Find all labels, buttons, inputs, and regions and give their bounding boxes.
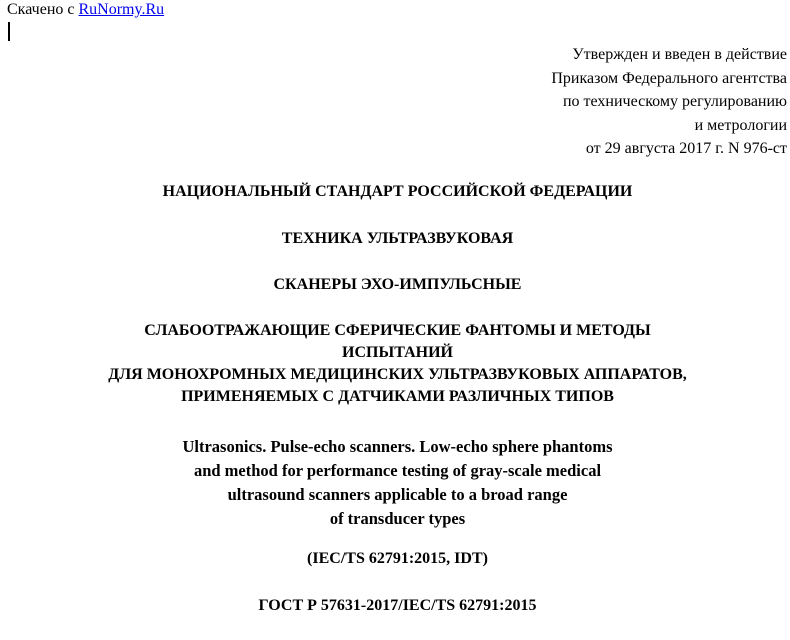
iec-reference: (IEC/TS 62791:2015, IDT) [307, 550, 488, 567]
source-link[interactable]: RuNormy.Ru [78, 1, 165, 18]
approval-line: Утвержден и введен в действие [572, 46, 787, 63]
approval-line: и метрологии [694, 116, 787, 134]
approval-line: по техническому регулированию [562, 93, 787, 110]
scanners-heading: СКАНЕРЫ ЭХО-ИМПУЛЬСНЫЕ [273, 276, 522, 293]
approval-line: от 29 августа 2017 г. N 976-ст [585, 140, 787, 157]
approval-block [387, 43, 787, 161]
source-prefix: Скачено с [7, 1, 79, 18]
full-title [0, 320, 790, 408]
full-title-line: ДЛЯ МОНОХРОМНЫХ МЕДИЦИНСКИХ УЛЬТРАЗВУКОВЫХ АППАРАТОВ, [108, 366, 687, 383]
gost-designation: ГОСТ Р 57631-2017/IEC/TS 62791:2015 [258, 597, 537, 614]
english-title-line: Ultrasonics. Pulse-echo scanners. Low-echo sphere phantoms [182, 437, 613, 456]
source-line [7, 0, 164, 19]
equipment-heading: ТЕХНИКА УЛЬТРАЗВУКОВАЯ [281, 230, 514, 247]
approval-line: Приказом Федерального агентства [551, 69, 787, 87]
english-title-line: and method for performance testing of gray-scale medical [193, 461, 602, 480]
full-title-line: ИСПЫТАНИЙ [342, 344, 453, 361]
english-title-line: ultrasound scanners applicable to a broad range [227, 485, 568, 504]
text-cursor [8, 22, 10, 41]
national-standard-heading: НАЦИОНАЛЬНЫЙ СТАНДАРТ РОССИЙСКОЙ ФЕДЕРАЦИИ [162, 183, 633, 200]
english-title [0, 435, 790, 531]
english-title-line: of transducer types [329, 509, 466, 528]
full-title-line: СЛАБООТРАЖАЮЩИЕ СФЕРИЧЕСКИЕ ФАНТОМЫ И МЕТОДЫ [144, 322, 651, 339]
full-title-line: ПРИМЕНЯЕМЫХ С ДАТЧИКАМИ РАЗЛИЧНЫХ ТИПОВ [181, 388, 614, 405]
